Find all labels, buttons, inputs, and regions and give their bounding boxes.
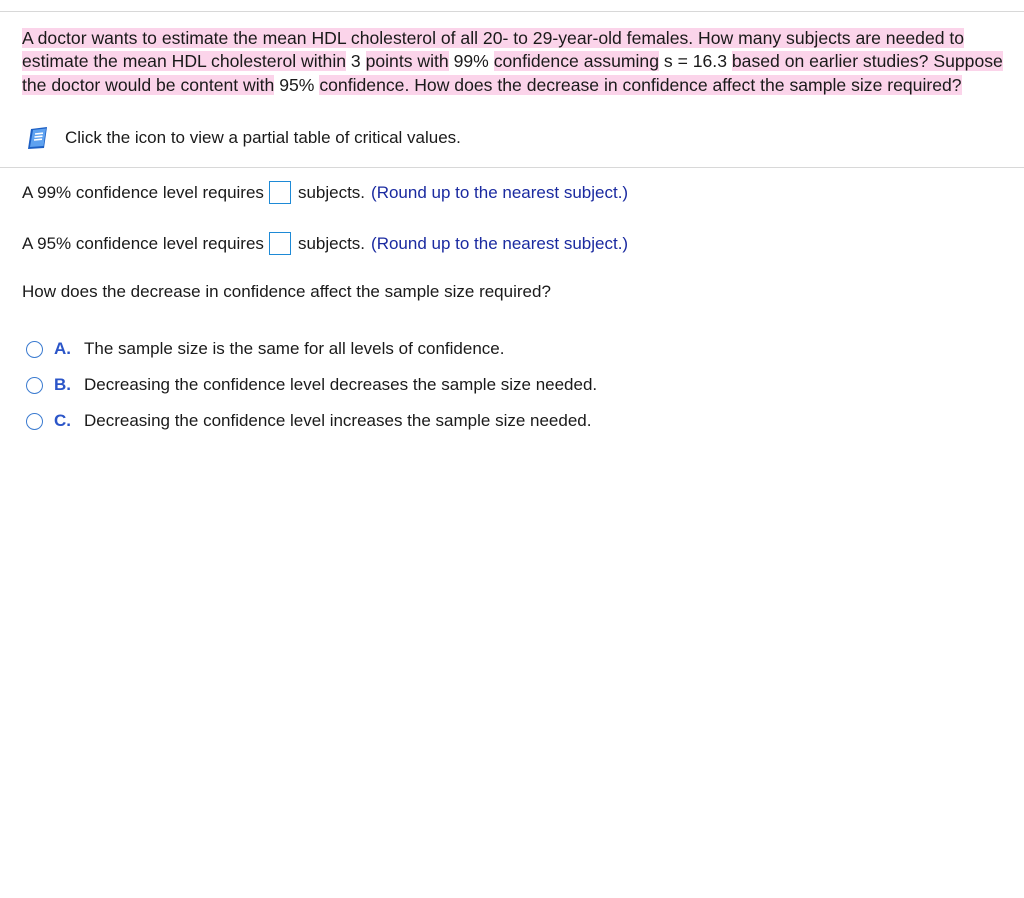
option-text: The sample size is the same for all levels of confidence. bbox=[84, 339, 505, 358]
question-2-text: How does the decrease in confidence affect the sample size required? bbox=[22, 282, 551, 301]
answer-input-99[interactable] bbox=[269, 181, 291, 204]
option-text: Decreasing the confidence level decreases the sample size needed. bbox=[84, 375, 598, 394]
answer-row-99 bbox=[22, 181, 628, 204]
question-segment: confidence. How does the decrease in confidence affect the sample size required? bbox=[319, 74, 962, 95]
section-divider bbox=[0, 167, 1024, 168]
option-b[interactable] bbox=[26, 375, 597, 395]
answer-suffix: subjects. bbox=[297, 233, 366, 253]
question-segment: based on earlier studies? Suppose the doctor would be content with bbox=[22, 51, 1003, 95]
option-a[interactable] bbox=[26, 339, 504, 359]
option-letter: A. bbox=[54, 339, 71, 358]
rounding-hint: (Round up to the nearest subject.) bbox=[371, 182, 629, 202]
question-value-confidence-95: 95% bbox=[274, 74, 320, 95]
answer-suffix: subjects. bbox=[297, 182, 366, 202]
option-letter: C. bbox=[54, 411, 71, 430]
radio-button[interactable] bbox=[26, 413, 43, 430]
question-segment: points with bbox=[365, 51, 449, 72]
answer-input-95[interactable] bbox=[269, 232, 291, 255]
answer-row-95 bbox=[22, 232, 628, 255]
critical-values-link-text[interactable]: Click the icon to view a partial table of critical values. bbox=[65, 128, 461, 147]
option-text: Decreasing the confidence level increases the sample size needed. bbox=[84, 411, 592, 430]
question-text bbox=[22, 27, 1017, 97]
answer-prefix: A 99% confidence level requires bbox=[22, 182, 264, 202]
option-c[interactable] bbox=[26, 411, 591, 431]
radio-button[interactable] bbox=[26, 341, 43, 358]
rounding-hint: (Round up to the nearest subject.) bbox=[371, 233, 629, 253]
radio-button[interactable] bbox=[26, 377, 43, 394]
question-segment: confidence assuming bbox=[493, 51, 659, 72]
answer-prefix: A 95% confidence level requires bbox=[22, 233, 264, 253]
book-icon[interactable] bbox=[25, 126, 53, 150]
top-divider bbox=[0, 11, 1024, 12]
question-value-points: 3 bbox=[346, 51, 366, 72]
question-value-confidence-99: 99% bbox=[448, 51, 494, 72]
question-segment: A doctor wants to estimate the mean HDL cholesterol of all 20- to 29-year-old females. How many subjects are needed to estimate the mean HDL cholesterol within bbox=[22, 28, 965, 72]
question-value-s: s = 16.3 bbox=[659, 51, 732, 72]
critical-values-link[interactable] bbox=[25, 126, 461, 150]
option-letter: B. bbox=[54, 375, 71, 394]
